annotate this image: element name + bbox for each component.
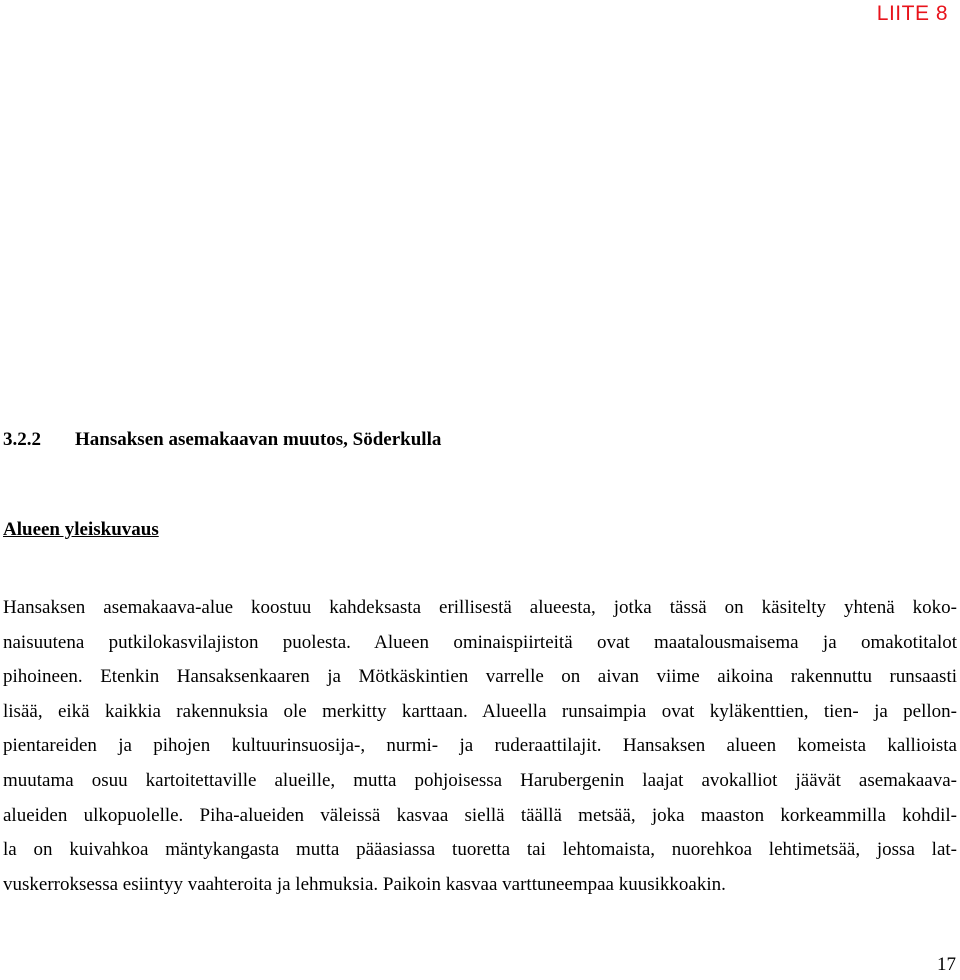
paragraph-line: la on kuivahkoa mäntykangasta mutta pääasiassa tuoretta tai lehtomaista, nuorehkoa lehtimetsää, jossa lat-: [3, 839, 957, 861]
paragraph-line: Hansaksen asemakaava-alue koostuu kahdeksasta erillisestä alueesta, jotka tässä on käsitelty yhtenä koko-: [3, 597, 957, 618]
paragraph-line: pihoineen. Etenkin Hansaksenkaaren ja Mötkäskintien varrelle on aivan viime aikoina rakennuttu runsaasti: [3, 666, 957, 688]
annex-label: LIITE 8: [876, 2, 948, 25]
paragraph-line: alueiden ulkopuolelle. Piha-alueiden väleissä kasvaa siellä täällä metsää, joka maaston korkeammilla kohdil-: [3, 804, 957, 826]
body-paragraph: [3, 591, 957, 902]
paragraph-line: lisää, eikä kaikkia rakennuksia ole merkitty karttaan. Alueella runsaimpia ovat kyläkenttien, tien- ja pellon-: [3, 700, 957, 722]
paragraph-line: pientareiden ja pihojen kultuurinsuosija-, nurmi- ja ruderaattilajit. Hansaksen alueen komeista kallioista: [3, 735, 957, 757]
section-number: 3.2.2: [3, 429, 41, 450]
paragraph-line: naisuutena putkilokasvilajiston puolesta. Alueen ominaispiirteitä ovat maatalousmaisema ja omakotitalot: [3, 631, 957, 653]
subsection-heading: Alueen yleiskuvaus: [3, 519, 159, 540]
section-heading: [3, 429, 441, 451]
paragraph-line: vuskerroksessa esiintyy vaahteroita ja lehmuksia. Paikoin kasvaa varttuneempaa kuusikkoakin.: [3, 873, 726, 895]
section-title: Hansaksen asemakaavan muutos, Söderkulla: [75, 429, 442, 450]
page-number: 17: [937, 954, 956, 975]
paragraph-line: muutama osuu kartoitettaville alueille, mutta pohjoisessa Harubergenin laajat avokalliot jäävät asemakaava-: [3, 769, 957, 791]
